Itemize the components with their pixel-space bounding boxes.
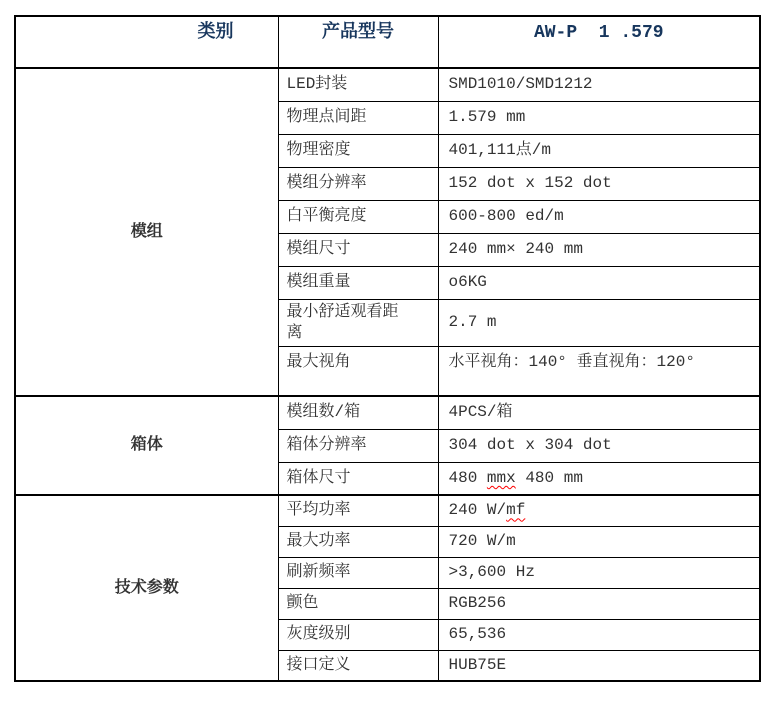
value-text: 480 <box>448 468 487 487</box>
spec-value: SMD1010/SMD1212 <box>438 68 760 101</box>
spec-value: 65,536 <box>438 619 760 650</box>
section-category-tech-params: 技术参数 <box>15 495 278 681</box>
spec-label: 模组重量 <box>278 266 438 299</box>
spec-value: RGB256 <box>438 588 760 619</box>
table-header-row <box>15 16 760 68</box>
spellcheck-flagged-text: mmx <box>486 468 516 487</box>
spec-label: 最大视角 <box>278 346 438 396</box>
spec-label: LED封装 <box>278 68 438 101</box>
spec-label: 刷新频率 <box>278 557 438 588</box>
table-row <box>15 396 760 429</box>
spec-value: >3,600 Hz <box>438 557 760 588</box>
spec-value: 152 dot x 152 dot <box>438 167 760 200</box>
spec-label: 灰度级别 <box>278 619 438 650</box>
section-category-module: 模组 <box>15 68 278 396</box>
spec-value: o6KG <box>438 266 760 299</box>
spec-value: 600-800 ed/m <box>438 200 760 233</box>
spec-value: 240 mm× 240 mm <box>438 233 760 266</box>
spec-value <box>438 495 760 526</box>
spec-value: 1.579 mm <box>438 101 760 134</box>
spec-label: 物理密度 <box>278 134 438 167</box>
spec-label: 箱体分辨率 <box>278 429 438 462</box>
spec-label: 最大功率 <box>278 526 438 557</box>
spec-label: 模组分辨率 <box>278 167 438 200</box>
spec-label: 箱体尺寸 <box>278 462 438 495</box>
spec-value: 水平视角：140° 垂直视角：120° <box>438 346 760 396</box>
spec-label: 最小舒适观看距离 <box>278 299 438 346</box>
spec-label: 接口定义 <box>278 650 438 681</box>
spec-value: 304 dot x 304 dot <box>438 429 760 462</box>
table-row <box>15 68 760 101</box>
spellcheck-flagged-text: mf <box>506 501 526 520</box>
spec-label: 模组尺寸 <box>278 233 438 266</box>
section-category-cabinet: 箱体 <box>15 396 278 495</box>
spec-label: 物理点间距 <box>278 101 438 134</box>
header-category-cell: 类别 <box>15 16 278 68</box>
header-model-value-cell: AW-P 1 .579 <box>438 16 760 68</box>
spec-value: 401,111点/m <box>438 134 760 167</box>
value-text: 480 mm <box>515 468 583 487</box>
spec-value: 2.7 m <box>438 299 760 346</box>
spec-value: 720 W/m <box>438 526 760 557</box>
spec-label: 平均功率 <box>278 495 438 526</box>
value-text: 240 W/ <box>448 501 507 520</box>
spec-value: 4PCS/箱 <box>438 396 760 429</box>
spec-label: 模组数/箱 <box>278 396 438 429</box>
product-spec-table <box>14 15 761 682</box>
spec-value <box>438 462 760 495</box>
table-row <box>15 495 760 526</box>
spec-value: HUB75E <box>438 650 760 681</box>
spec-label: 颤色 <box>278 588 438 619</box>
spec-label: 白平衡亮度 <box>278 200 438 233</box>
header-model-label-cell: 产品型号 <box>278 16 438 68</box>
